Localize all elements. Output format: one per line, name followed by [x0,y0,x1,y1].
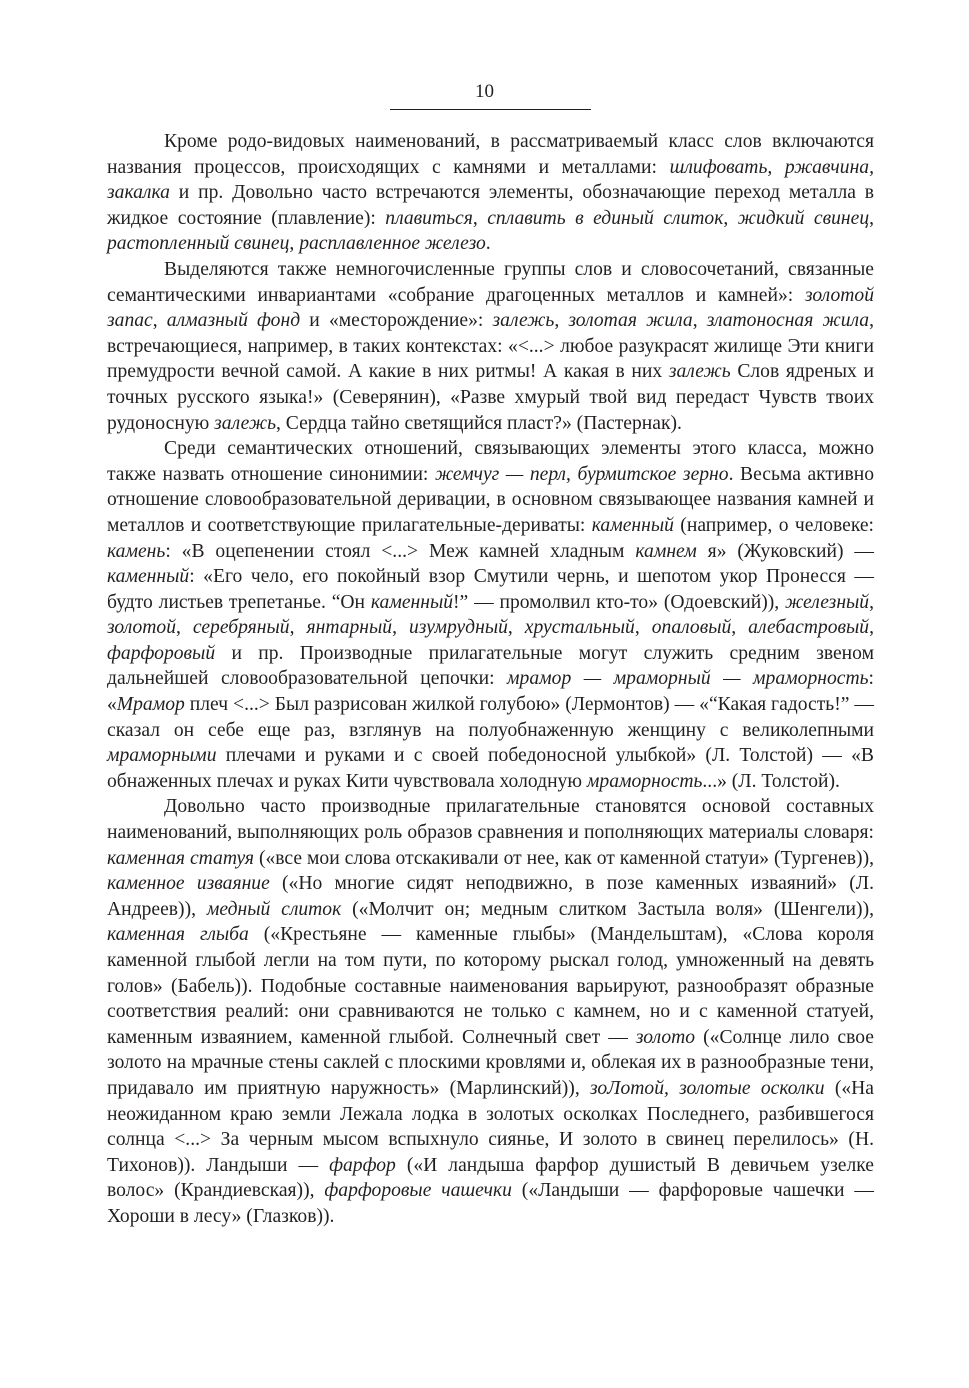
italic-term: каменный [370,591,454,613]
italic-term: залежь [668,361,731,383]
italic-term: златоносная жила [706,310,870,332]
text-run: плеч <...> Был разрисован жилкой голубою» (Лермонтов) — «“Какая гадость!” — сказал он себе еще раз, взглянув на полуобнаженную женщину с великолепными [107,694,874,741]
italic-term: каменное изваяние [107,873,270,895]
italic-term: мраморными [107,745,217,767]
italic-term: залежь [214,412,276,434]
text-run: («Ландыши — фарфоровые чашечки — Хороши в лесу» (Глазков)). [107,1180,874,1227]
text-run: : «В оцепенении стоял <...> Меж камней хладным [165,540,636,562]
text-run: («Крестьяне — каменные глыбы» (Мандельштам), «Слова короля каменной глыбой легли на том пути, по которому рыскал голод, умноженный на девять голов» (Бабель)). Подобные составные наименования варьируют, разнообразят образные соответствия реалий: они сравниваются не только с камнем, но и с каменной статуей, каменным изваянием, каменной глыбой. Солнечный свет — [107,924,874,1048]
text-run: плечами и руками и с своей победоносной улыбкой» (Л. Толстой) — «В обнаженных плечах и руках Кити чувствовала холодную [107,745,874,792]
italic-term: мраморность [586,770,703,792]
text-run: , [289,617,307,639]
italic-term: фарфор [329,1154,396,1176]
italic-term: каменная статуя [107,847,255,869]
text-run: («На неожиданном краю земли Лежала лодка в золотых осколках Последнего, разбившегося солнца <...> За черным мысом вспыхнуло сиянье, И золото в свинец перелилось» (Н. Тихонов)). Ландыши — [107,1077,875,1176]
text-run: , [692,310,707,332]
text-run: , [289,233,300,255]
paragraph [107,436,874,794]
paragraph [107,257,874,436]
italic-term: сплавить в единый слиток [487,207,724,229]
italic-term: растопленный свинец [107,233,290,255]
italic-term: расплавленное железо [299,233,486,255]
italic-term: камнем [635,540,697,562]
text-run: . Весьма активно отношение словообразовательной деривации, в основном связывающее названия камней и металлов и соответствующие прилагательные-дериваты: [107,463,874,536]
text-run: Довольно часто производные прилагательные становятся основой составных наименований, выполняющих роль образов сравнения и пополняющих материалы словаря: [107,796,874,844]
text-run: (например, о человеке: [673,514,874,536]
header-rule [390,109,591,110]
italic-term: плавиться [385,207,473,229]
italic-term: золотой запас [107,284,874,332]
italic-term: алебастровый [748,617,870,639]
paragraph [107,794,874,1229]
text-body [107,129,874,1230]
italic-term: опаловый [651,617,732,639]
text-run: Выделяются также немногочисленные группы слов и словосочетаний, связанные семантическими инвариантами «собрание драгоценных металлов и камней»: [107,258,874,306]
italic-term: фарфоровый [107,642,216,664]
text-run: , [472,207,488,229]
italic-term: железный [785,591,870,613]
text-run: я» (Жуковский) — [696,540,874,562]
italic-term: золотая жила [568,310,693,332]
text-run: , [869,617,875,639]
text-run: Кроме родо-видовых наименований, в рассматриваемый класс слов включаются названия процессов, происходящих с камнями и металлами: [107,131,874,178]
text-run: («И ландыша фарфор душистый В девичьем узелке волос» (Крандиевская)), [107,1154,875,1202]
text-run: и пр. Производные прилагательные могут служить средним звеном дальнейшей словообразовательной цепочки: [107,642,874,690]
text-run: , встречающиеся, например, в таких контекстах: «<...> любое разукрасят жилище Эти книги премудрости вечной самой. А какие в них ритмы! А какая в них [107,310,874,383]
text-run: , Сердца тайно светящийся пласт?» (Пастернак). [275,412,682,434]
italic-term: каменная глыба [107,924,249,946]
italic-term: камень [107,540,166,562]
paragraph [107,129,874,257]
text-run: , [723,207,738,229]
text-run: , [554,310,569,332]
italic-term: каменный [591,514,674,536]
italic-term: золотой [107,617,177,639]
italic-term: янтарный [306,617,393,639]
text-run: , [152,310,167,332]
italic-term: хрустальный [524,617,635,639]
text-run: , [565,463,578,485]
text-run: . [485,233,491,255]
text-run: («Солнце лило свое золото на мрачные стены саклей с плоскими кровлями и, облекая их в разнообразные тени, придавало им приятную наружность» (Марлинский)), [107,1026,874,1099]
italic-term: фарфоровые чашечки [324,1180,512,1202]
text-run: («Но многие сидят неподвижно, в позе каменных изваяний» (Л. Андреев)), [107,873,874,920]
italic-term: изумрудный [408,617,508,639]
italic-term: серебряный [192,617,290,639]
text-run: ...» (Л. Толстой). [702,770,840,792]
italic-term: Мрамор [116,694,185,716]
text-run: !” ― промолвил кто-то» (Одоевский)), [453,591,786,613]
text-run: , [176,617,193,639]
text-run: («Молчит он; медным слитком Застыла воля» (Шенгели)), [341,898,874,920]
italic-term: медный слиток [206,898,342,920]
text-run: («все мои слова отскакивали от нее, как от каменной статуи» (Тургенев)), [254,847,874,869]
text-run: и «месторождение»: [300,310,493,332]
italic-term: золото [635,1026,696,1048]
text-run: , [869,207,875,229]
italic-term: зоЛотой, золотые осколки [590,1077,825,1099]
text-run: : « [107,668,874,716]
text-run: , [731,617,749,639]
italic-term: мрамор — мраморный — мраморность [507,668,869,690]
text-run: и пр. Довольно часто встречаются элементы, обозначающие переход металла в жидкое состояние (плавление): [107,182,874,229]
italic-term: шлифовать, ржавчина, закалка [107,156,874,204]
italic-term: каменный [107,566,190,588]
text-run: , [507,617,525,639]
italic-term: залежь [492,310,555,332]
text-run: , [392,617,409,639]
text-run: , [869,591,875,613]
text-run: Слов ядреных и точных русского языка!» (Северянин), «Разве хмурый твой вид передаст Чувств твоих рудоносную [107,361,874,434]
text-run: : «Его чело, его покойный взор Смутили чернь, и шепотом укор Пронесся ― будто листьев трепетанье. “Он [107,566,874,613]
text-run: , [634,617,652,639]
text-run: Среди семантических отношений, связывающих элементы этого класса, можно также назвать отношение синонимии: [107,438,874,485]
italic-term: жидкий свинец [737,207,870,229]
italic-term: бурмитское зерно [577,463,729,485]
italic-term: жемчуг — перл [434,463,566,485]
page-number: 10 [475,81,494,102]
italic-term: алмазный фонд [166,310,301,332]
